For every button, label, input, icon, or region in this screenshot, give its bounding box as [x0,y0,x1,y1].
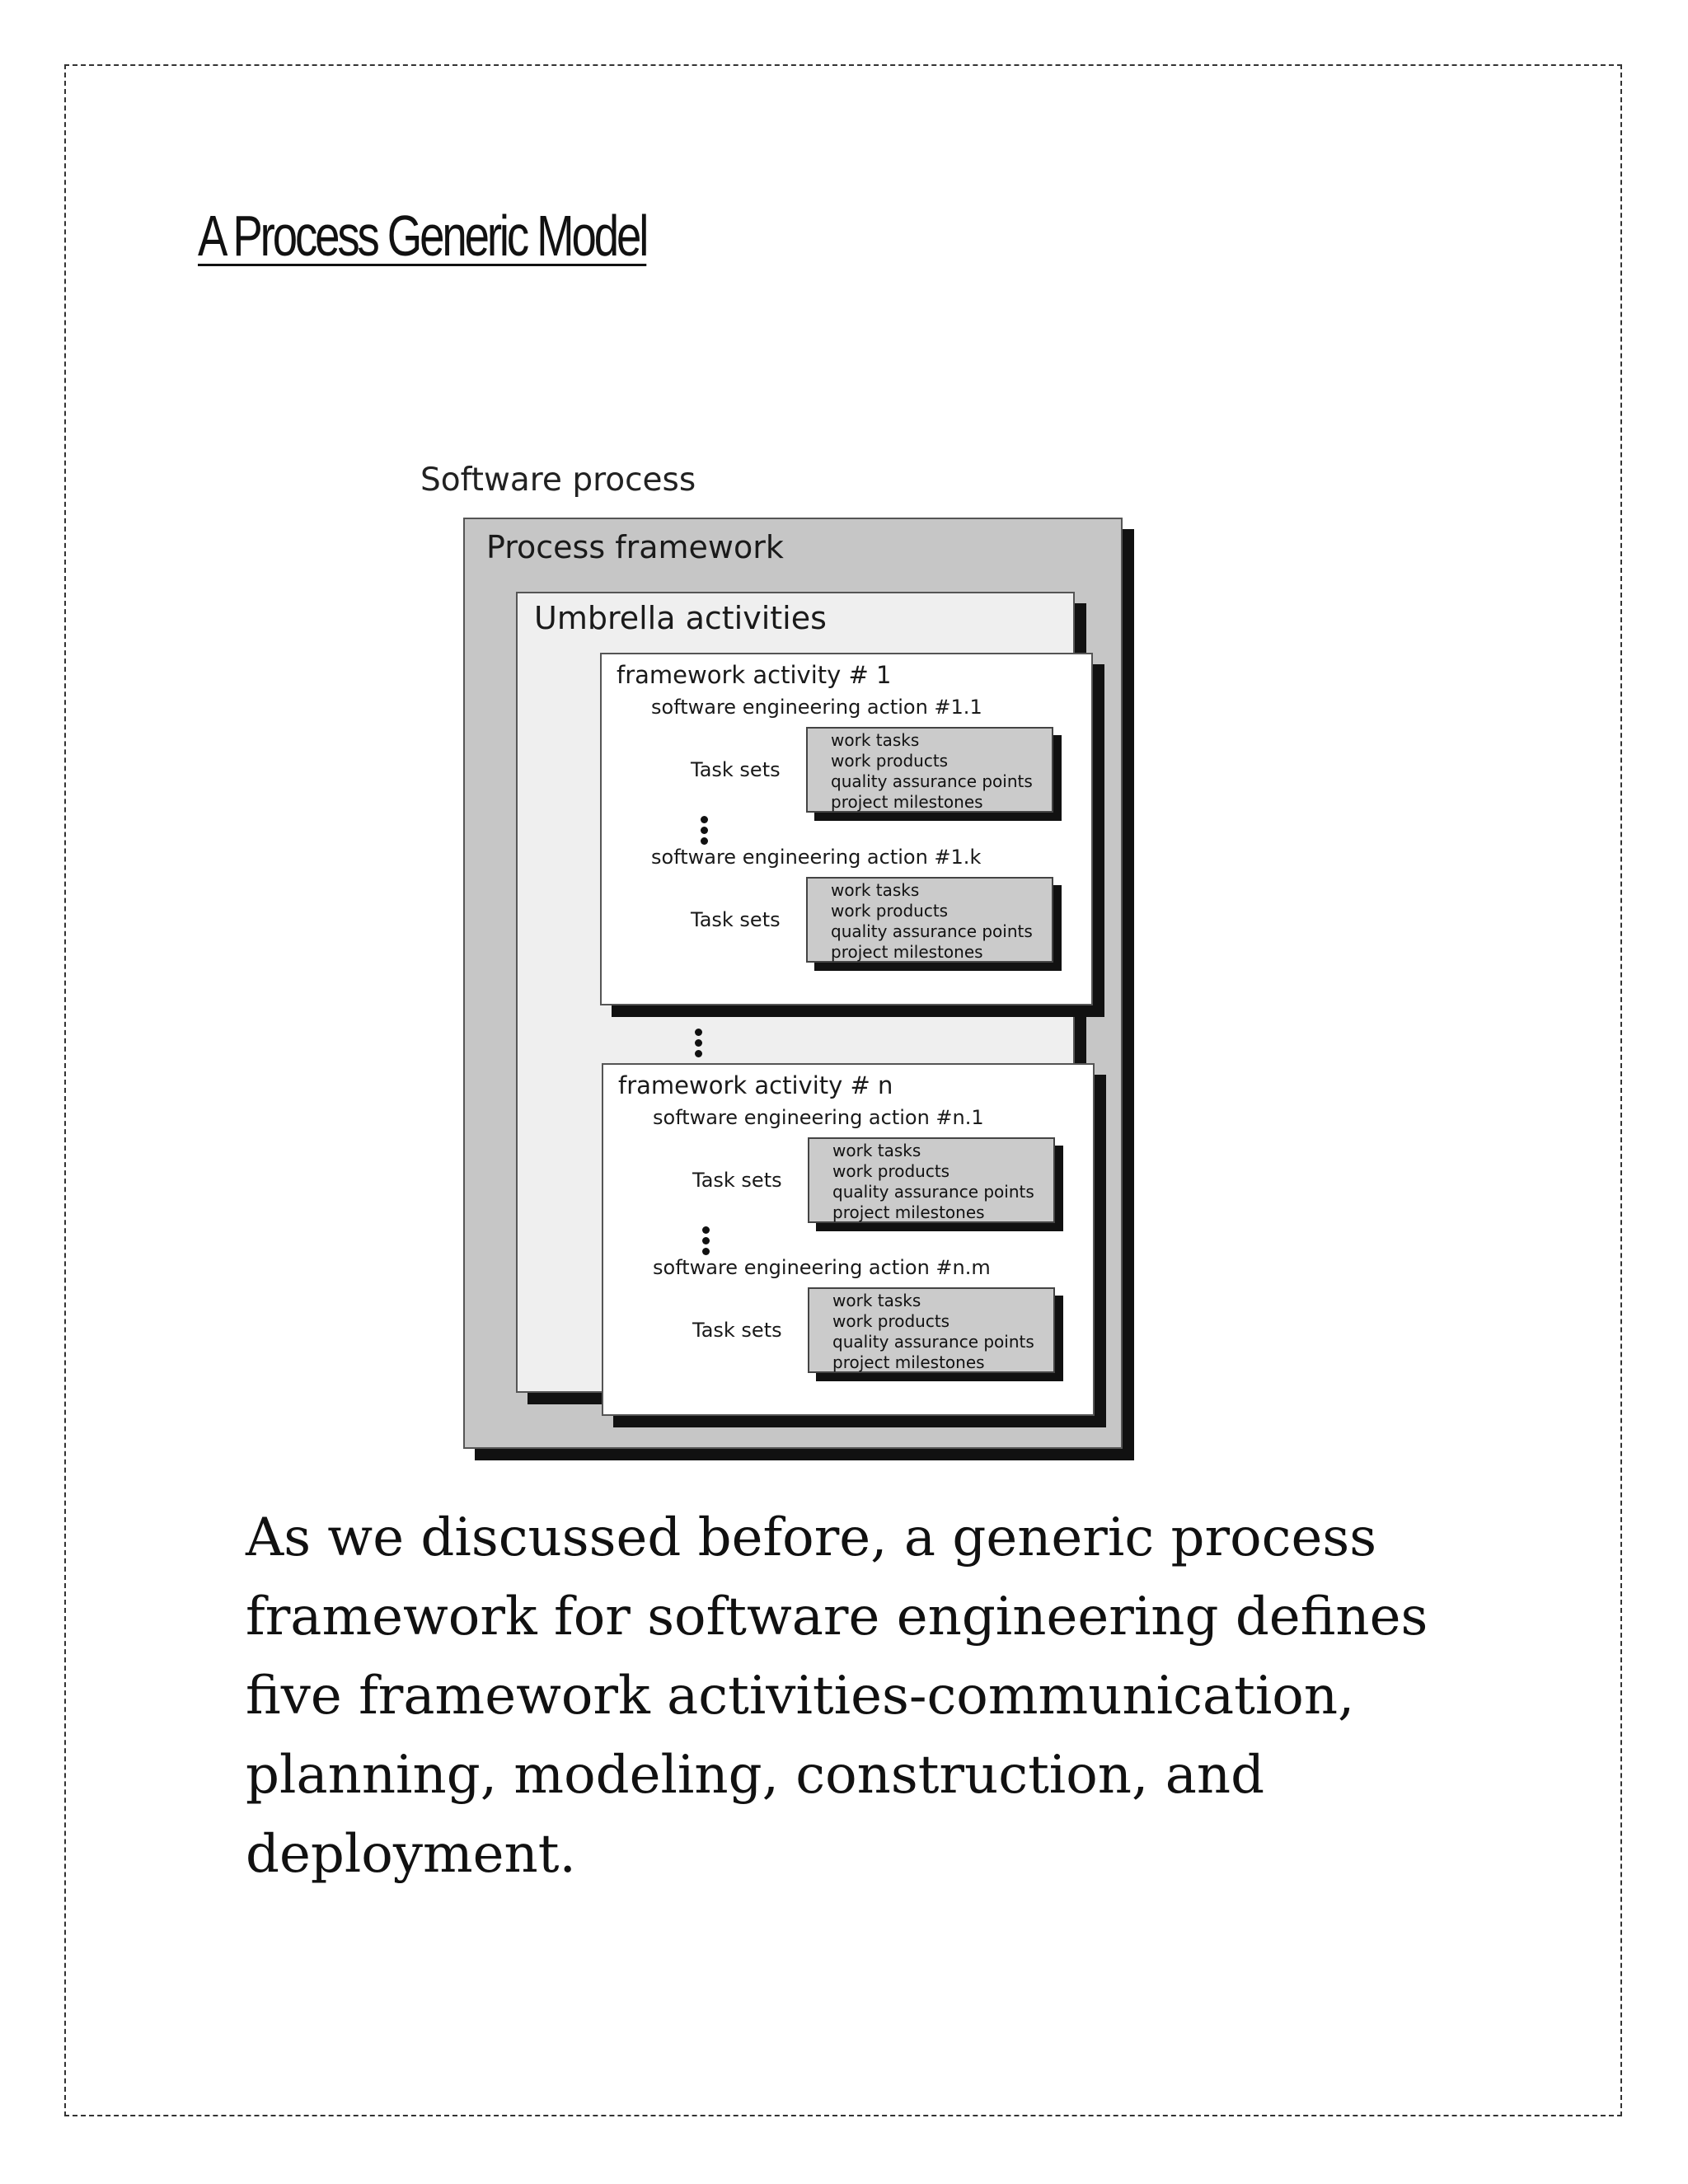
task-set-item: project milestones [832,1352,985,1372]
framework-activity-title: framework activity # 1 [617,661,892,689]
task-set-item: quality assurance points [831,771,1033,791]
task-set-item: work tasks [832,1141,921,1160]
framework-activity-box [602,1063,1095,1416]
task-set-item: work tasks [831,880,920,900]
task-set-box [806,727,1053,813]
task-sets-label: Task sets [692,1169,782,1192]
engineering-action-label: software engineering action #n.m [653,1256,991,1279]
diagram-caption: Software process [420,462,696,499]
task-set-item: work products [832,1161,950,1181]
task-sets-label: Task sets [691,908,781,931]
engineering-action-label: software engineering action #n.1 [653,1106,984,1129]
task-sets-label: Task sets [692,1319,782,1342]
engineering-action-label: software engineering action #1.k [651,846,982,869]
engineering-action-label: software engineering action #1.1 [651,696,982,719]
task-set-item: work products [832,1311,950,1331]
framework-activity-box [600,653,1093,1005]
task-set-item: project milestones [832,1202,985,1222]
task-set-item: work products [831,901,949,921]
task-set-item: work products [831,751,949,771]
task-sets-label: Task sets [691,758,781,781]
task-set-item: quality assurance points [832,1182,1034,1202]
task-set-box [808,1287,1055,1373]
task-set-box [806,877,1053,963]
framework-activity-title: framework activity # n [618,1071,893,1099]
task-set-item: quality assurance points [832,1332,1034,1352]
task-set-box [808,1137,1055,1223]
umbrella-activities-label: Umbrella activities [534,600,827,636]
task-set-item: work tasks [831,730,920,750]
task-set-item: quality assurance points [831,921,1033,941]
body-paragraph: As we discussed before, a generic process framework for software engineering defines five framework activities-communication, planning, modeling, construction, and deployment. [246,1507,1428,1885]
ellipsis-dots [702,1226,710,1258]
task-set-item: project milestones [831,792,983,812]
task-set-item: work tasks [832,1291,921,1310]
process-framework-label: Process framework [486,529,784,565]
task-set-item: project milestones [831,942,983,962]
ellipsis-dots [701,816,709,848]
ellipsis-dots [695,1029,703,1061]
page-title: A Process Generic Model [198,204,647,268]
